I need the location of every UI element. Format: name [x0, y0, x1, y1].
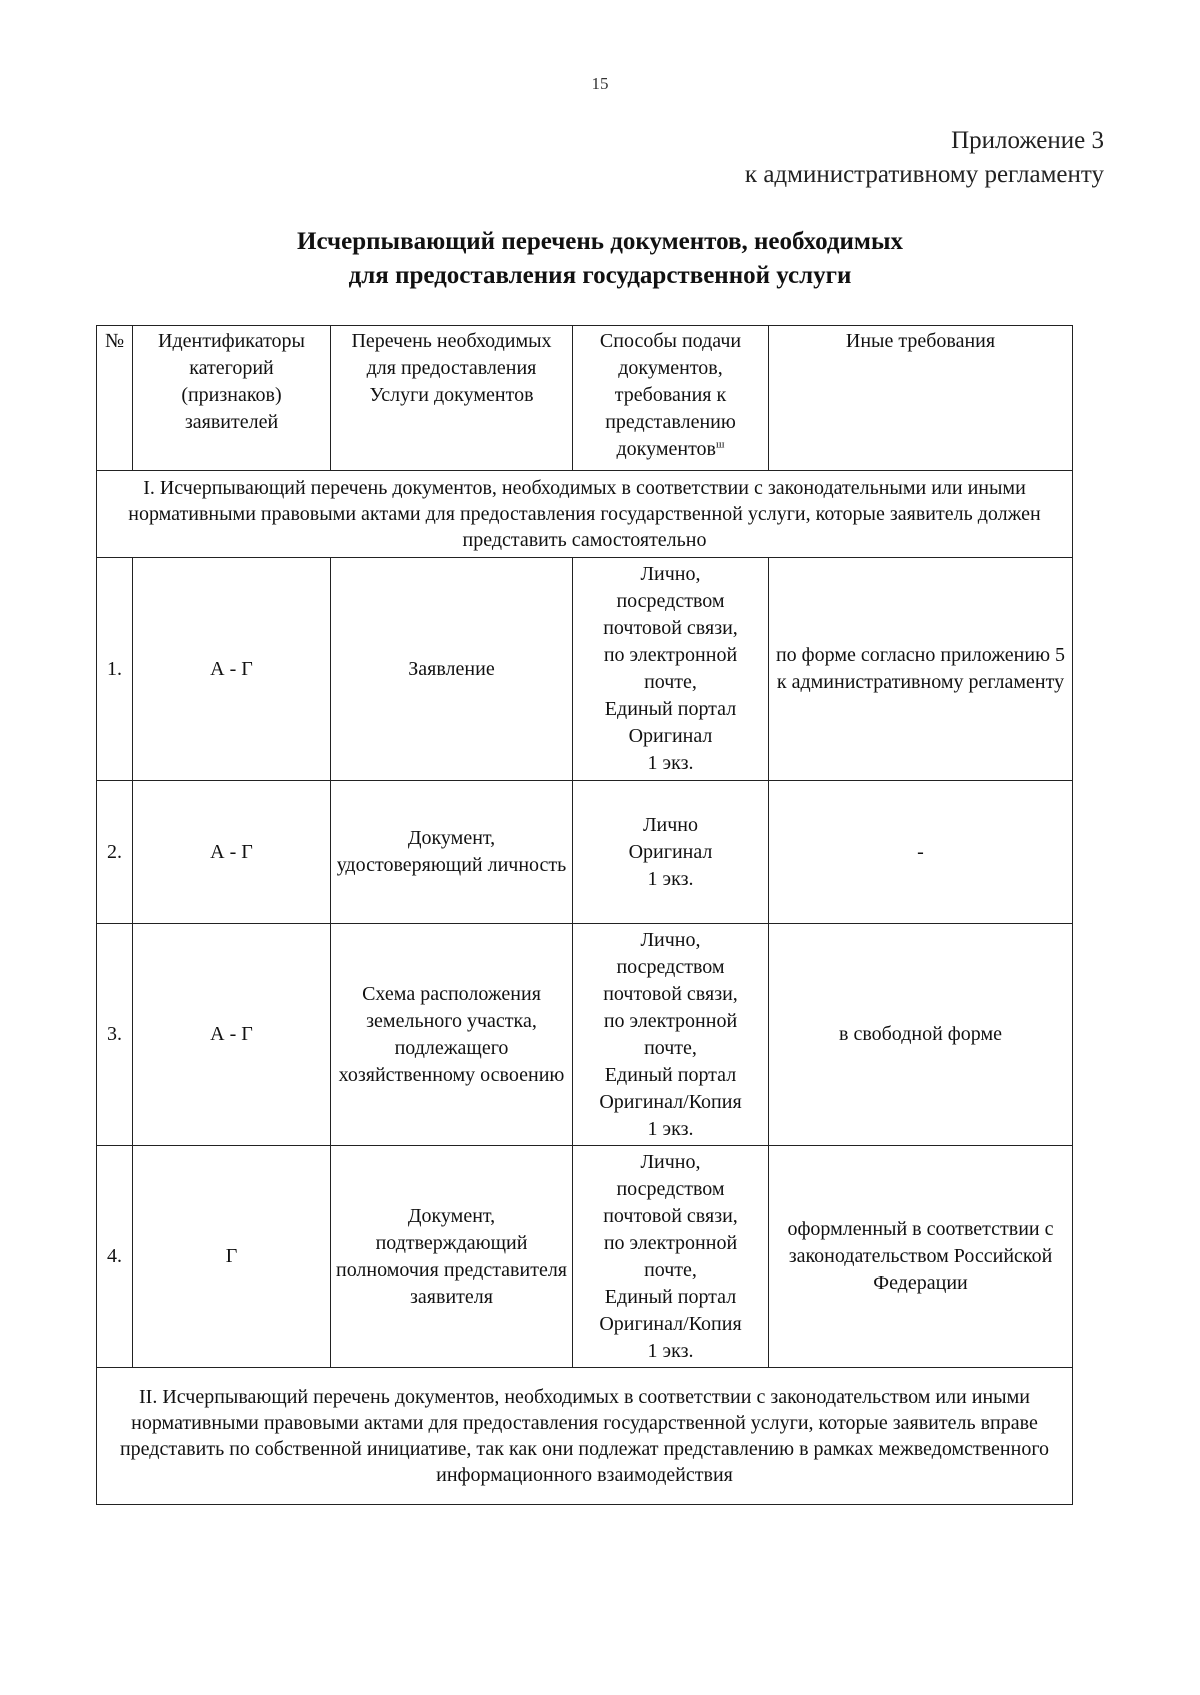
appendix-line-1: Приложение 3	[951, 127, 1104, 154]
methods-line: по электронной	[603, 1231, 738, 1254]
methods-line: 1 экз.	[647, 1339, 694, 1362]
methods-line: почте,	[644, 1258, 697, 1281]
row-num: 4.	[97, 1146, 133, 1368]
methods-line: Оригинал/Копия	[599, 1090, 742, 1113]
methods-line: почтовой связи,	[603, 982, 738, 1005]
methods-line: 1 экз.	[647, 867, 694, 890]
methods-line: Единый портал	[604, 1063, 737, 1086]
document-title	[0, 225, 1200, 293]
header-other: Иные требования	[769, 326, 1073, 471]
row-methods	[573, 924, 769, 1146]
row-other: -	[769, 781, 1073, 924]
row-methods	[573, 1146, 769, 1368]
methods-line: Лично,	[640, 1150, 701, 1173]
table-row	[97, 1146, 1073, 1368]
methods-line: 1 экз.	[647, 1117, 694, 1140]
header-documents: Перечень необходимых для предоставления Услуги документов	[331, 326, 573, 471]
methods-line: Оригинал/Копия	[599, 1312, 742, 1335]
title-line-1: Исчерпывающий перечень документов, необходимых	[297, 228, 903, 255]
methods-line: почте,	[644, 1036, 697, 1059]
row-category: А - Г	[133, 924, 331, 1146]
row-document: Документ, удостоверяющий личность	[331, 781, 573, 924]
row-other: в свободной форме	[769, 924, 1073, 1146]
methods-line: 1 экз.	[647, 752, 694, 774]
table-row	[97, 781, 1073, 924]
methods-line: Единый портал	[604, 698, 737, 720]
documents-table	[96, 325, 1073, 1505]
methods-line: почтовой связи,	[603, 617, 738, 639]
methods-line: посредством	[616, 1177, 725, 1200]
row-category: А - Г	[133, 781, 331, 924]
row-methods	[573, 781, 769, 924]
row-num: 2.	[97, 781, 133, 924]
methods-line: почтовой связи,	[603, 1204, 738, 1227]
header-methods	[573, 326, 769, 471]
row-document: Схема расположения земельного участка, подлежащего хозяйственному освоению	[331, 924, 573, 1146]
header-num: №	[97, 326, 133, 471]
methods-line: Лично	[642, 813, 699, 836]
row-category: А - Г	[133, 558, 331, 781]
header-methods-text: Способы подачи документов, требования к представлению документов	[599, 330, 742, 460]
row-category: Г	[133, 1146, 331, 1368]
table-row	[97, 924, 1073, 1146]
methods-line: по электронной	[603, 1009, 738, 1032]
table-header-row	[97, 326, 1073, 471]
methods-line: посредством	[616, 955, 725, 978]
row-document: Заявление	[331, 558, 573, 781]
section-2-heading: II. Исчерпывающий перечень документов, необходимых в соответствии с законодательством или иными нормативными правовыми актами для предоставления государственной услуги, которые заявитель вправе представить по собственной инициативе, так как они подлежат представлению в рамках межведомственного информационного взаимодействия	[97, 1368, 1073, 1505]
header-methods-footnote-mark: ш	[716, 438, 725, 451]
methods-line: Оригинал	[628, 840, 713, 863]
row-num: 3.	[97, 924, 133, 1146]
appendix-heading	[745, 124, 1104, 192]
appendix-line-2: к административному регламенту	[744, 161, 1104, 188]
row-other: по форме согласно приложению 5 к административному регламенту	[769, 558, 1073, 781]
methods-line: Оригинал	[628, 725, 713, 747]
title-line-2: для предоставления государственной услуги	[348, 262, 852, 289]
row-num: 1.	[97, 558, 133, 781]
row-other: оформленный в соответствии с законодательством Российской Федерации	[769, 1146, 1073, 1368]
row-methods	[573, 558, 769, 781]
methods-line: по электронной	[603, 644, 738, 666]
table-row	[97, 558, 1073, 781]
methods-line: Единый портал	[604, 1285, 737, 1308]
methods-line: Лично,	[640, 928, 701, 951]
methods-line: почте,	[644, 671, 697, 693]
header-identifiers: Идентификаторы категорий (признаков) заявителей	[133, 326, 331, 471]
section-1-heading: I. Исчерпывающий перечень документов, необходимых в соответствии с законодательными или иными нормативными правовыми актами для предоставления государственной услуги, которые заявитель должен представить самостоятельно	[97, 471, 1073, 558]
row-document: Документ, подтверждающий полномочия представителя заявителя	[331, 1146, 573, 1368]
section-2-row	[97, 1368, 1073, 1505]
methods-line: Лично,	[640, 563, 701, 585]
methods-line: посредством	[616, 590, 725, 612]
page-number: 15	[591, 74, 609, 93]
section-1-row	[97, 471, 1073, 558]
